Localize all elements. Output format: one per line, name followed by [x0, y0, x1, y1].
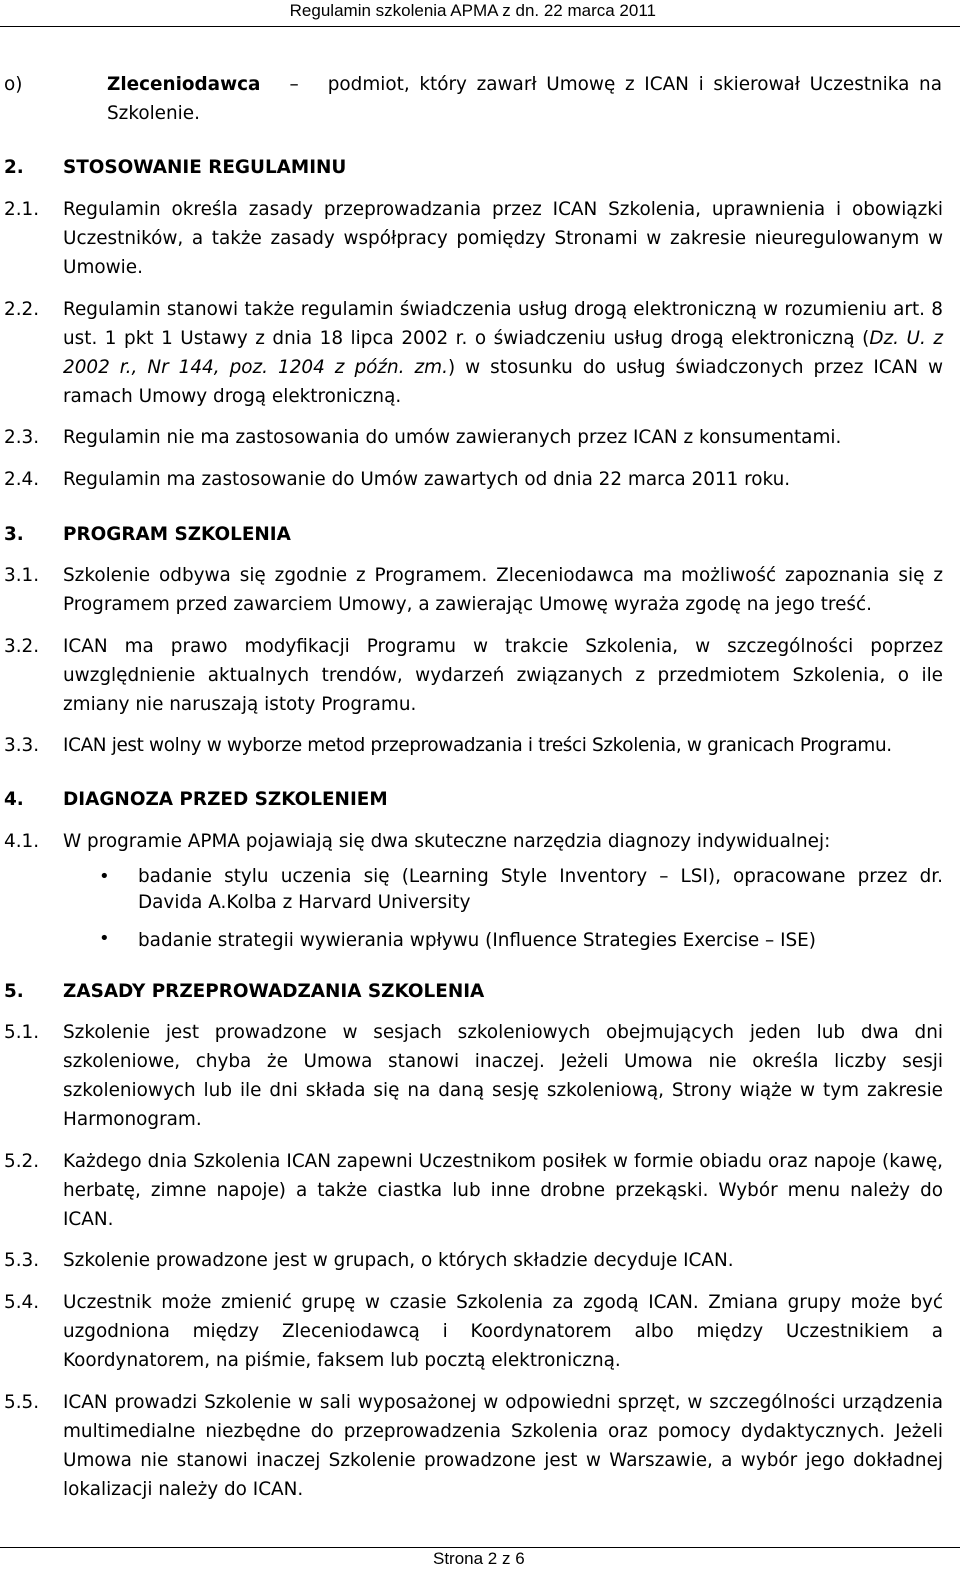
- paragraph-2-2-text-b: ) w stosunku do usług świadczonych przez ICAN w ramach Umowy drogą elektroniczną.: [63, 357, 943, 407]
- paragraph-4-1: W programie APMA pojawiają się dwa skuteczne narzędzia diagnozy indywidualnej:: [63, 831, 831, 852]
- paragraph-5-3-number: 5.3.: [4, 1250, 40, 1271]
- footer-rule: [0, 1547, 960, 1548]
- paragraph-2-4-number: 2.4.: [4, 469, 40, 490]
- item-o-number: o): [4, 74, 23, 95]
- paragraph-3-1-number: 3.1.: [4, 565, 40, 586]
- paragraph-5-2-number: 5.2.: [4, 1151, 40, 1172]
- paragraph-2-3: Regulamin nie ma zastosowania do umów zawieranych przez ICAN z konsumentami.: [63, 427, 842, 448]
- item-o-term: Zleceniodawca: [107, 74, 261, 95]
- paragraph-2-1: Regulamin określa zasady przeprowadzania przez ICAN Szkolenia, uprawnienia i obowiązki Uczestników, a także zasady współpracy pomiędzy Stronami w zakresie nieuregulowanym w Umowie.: [63, 199, 943, 278]
- paragraph-2-2: [63, 295, 943, 411]
- paragraph-5-4: Uczestnik może zmienić grupę w czasie Szkolenia za zgodą ICAN. Zmiana grupy może być uzgodniona między Zleceniodawcą i Koordynatorem albo między Uczestnikiem a Koordynatorem, na piśmie, faksem lub pocztą elektroniczną.: [63, 1292, 943, 1371]
- section-2-number: 2.: [4, 157, 24, 178]
- item-o-definition: [107, 70, 942, 128]
- bullet-item-lsi: badanie stylu uczenia się (Learning Style Inventory – LSI), opracowane przez dr. Davida A.Kolba z Harvard University: [138, 866, 943, 913]
- section-4-number: 4.: [4, 789, 24, 810]
- page-number: Strona 2 z 6: [433, 1549, 525, 1568]
- paragraph-5-1: Szkolenie jest prowadzone w sesjach szkoleniowych obejmujących jeden lub dwa dni szkoleniowe, chyba że Umowa stanowi inaczej. Jeżeli Umowa nie określa liczby sesji szkoleniowych lub ile dni składa się na daną sesję szkoleniową, Strony wiąże w tym zakresie Harmonogram.: [63, 1022, 943, 1130]
- paragraph-5-4-number: 5.4.: [4, 1292, 40, 1313]
- paragraph-4-1-number: 4.1.: [4, 831, 40, 852]
- page-header: [0, 0, 960, 30]
- paragraph-2-2-citation: Dz. U. z 2002 r., Nr 144, poz. 1204 z późn. zm.: [63, 328, 944, 378]
- item-o-text: podmiot, który zawarł Umowę z ICAN i skierował Uczestnika na Szkolenie.: [107, 74, 942, 124]
- section-3-title: PROGRAM SZKOLENIA: [63, 524, 291, 545]
- section-5-number: 5.: [4, 981, 24, 1002]
- paragraph-3-1: Szkolenie odbywa się zgodnie z Programem. Zleceniodawca ma możliwość zapoznania się z Programem przed zawarciem Umowy, a zawierając Umowę wyraża zgodę na jego treść.: [63, 565, 943, 615]
- paragraph-5-5: ICAN prowadzi Szkolenie w sali wyposażonej w odpowiedni sprzęt, w szczególności urządzenia multimedialne niezbędne do przeprowadzenia Szkolenia oraz pomocy dydaktycznych. Jeżeli Umowa nie stanowi inaczej Szkolenie prowadzone jest w Warszawie, a wybór jego dokładnej lokalizacji należy do ICAN.: [63, 1392, 943, 1500]
- paragraph-3-2: ICAN ma prawo modyfikacji Programu w trakcie Szkolenia, w szczególności poprzez uwzględnienie aktualnych trendów, wydarzeń związanych z przedmiotem Szkolenia, o ile zmiany nie naruszają istoty Programu.: [63, 636, 943, 715]
- paragraph-5-1-number: 5.1.: [4, 1022, 40, 1043]
- bullet-marker: •: [99, 928, 110, 949]
- paragraph-5-2: Każdego dnia Szkolenia ICAN zapewni Uczestnikom posiłek w formie obiadu oraz napoje (kawę, herbatę, zimne napoje) a także ciastka lub inne drobne przekąski. Wybór menu należy do ICAN.: [63, 1151, 943, 1230]
- paragraph-3-3-number: 3.3.: [4, 735, 40, 756]
- header-title: Regulamin szkolenia APMA z dn. 22 marca 2011: [289, 1, 656, 20]
- section-2-title: STOSOWANIE REGULAMINU: [63, 157, 347, 178]
- paragraph-2-1-number: 2.1.: [4, 199, 40, 220]
- paragraph-2-2-number: 2.2.: [4, 299, 40, 320]
- paragraph-2-2-text-a: Regulamin stanowi także regulamin świadczenia usług drogą elektroniczną w rozumieniu art. 8 ust. 1 pkt 1 Ustawy z dnia 18 lipca 2002 r. o świadczeniu usług drogą elektroniczną (: [63, 299, 943, 349]
- paragraph-5-5-number: 5.5.: [4, 1392, 40, 1413]
- section-5-title: ZASADY PRZEPROWADZANIA SZKOLENIA: [63, 981, 485, 1002]
- paragraph-2-4: Regulamin ma zastosowanie do Umów zawartych od dnia 22 marca 2011 roku.: [63, 469, 791, 490]
- bullet-item-ise: badanie strategii wywierania wpływu (Influence Strategies Exercise – ISE): [138, 930, 816, 951]
- section-3-number: 3.: [4, 524, 24, 545]
- page-footer: [0, 1528, 960, 1573]
- bullet-marker: •: [99, 866, 110, 887]
- paragraph-5-3: Szkolenie prowadzone jest w grupach, o których składzie decyduje ICAN.: [63, 1250, 734, 1271]
- paragraph-3-2-number: 3.2.: [4, 636, 40, 657]
- paragraph-3-3: ICAN jest wolny w wyborze metod przeprowadzania i treści Szkolenia, w granicach Programu.: [63, 735, 892, 756]
- section-4-title: DIAGNOZA PRZED SZKOLENIEM: [63, 789, 388, 810]
- paragraph-2-3-number: 2.3.: [4, 427, 40, 448]
- item-o-dash: –: [289, 74, 299, 95]
- header-rule: [0, 26, 960, 27]
